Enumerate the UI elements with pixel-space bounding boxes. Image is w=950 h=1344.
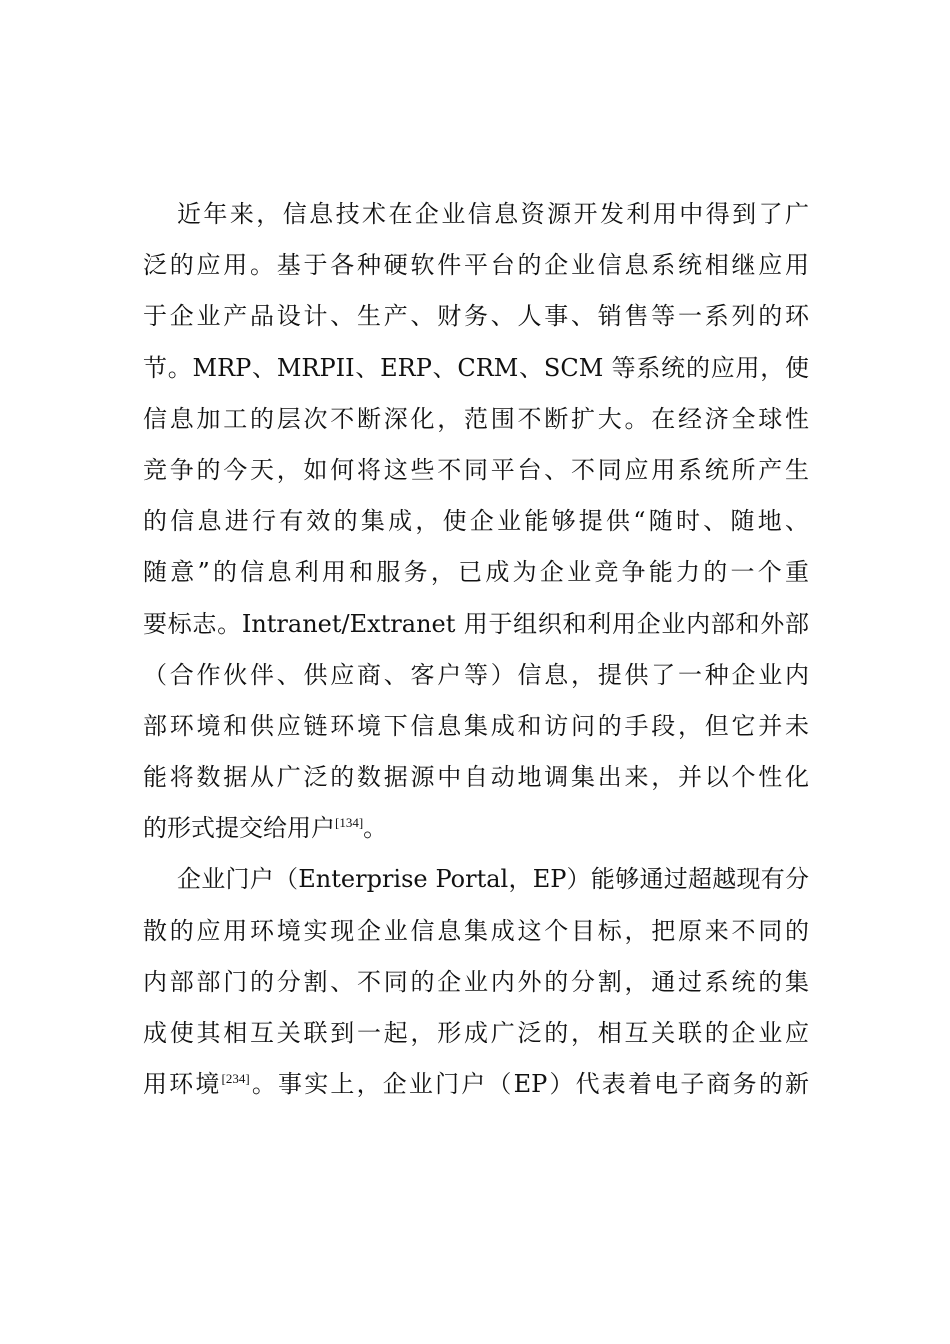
paragraph-1-line-6: 竞争的今天，如何将这些不同平台、不同应用系统所产生: [143, 455, 809, 484]
paragraph-1-last-end: 。: [363, 814, 388, 843]
paragraph-1-line-11: 部环境和供应链环境下信息集成和访问的手段，但它并未: [143, 711, 809, 740]
body-text: [143, 195, 809, 1116]
paragraph-1-line-2: 泛的应用。基于各种硬软件平台的企业信息系统相继应用: [143, 251, 809, 280]
paragraph-1-line-12: 能将数据从广泛的数据源中自动地调集出来，并以个性化: [143, 763, 809, 792]
paragraph-1-line-9: 要标志。Intranet/Extranet 用于组织和利用企业内部和外部: [143, 609, 809, 638]
paragraph-2-line-2: 散的应用环境实现企业信息集成这个目标，把原来不同的: [143, 916, 809, 945]
citation-134: [134]: [335, 815, 364, 831]
paragraph-1-line-7: 的信息进行有效的集成，使企业能够提供“随时、随地、: [143, 507, 809, 536]
paragraph-1-line-13: [143, 809, 809, 860]
paragraph-1-line-8: 随意”的信息利用和服务，已成为企业竞争能力的一个重: [143, 558, 809, 587]
paragraph-2-line-1: 企业门户（Enterprise Portal，EP）能够通过超越现有分: [177, 865, 809, 894]
citation-234: [234]: [221, 1071, 250, 1087]
paragraph-1-line-10: （合作伙伴、供应商、客户等）信息，提供了一种企业内: [143, 660, 809, 689]
paragraph-2-line-3: 内部部门的分割、不同的企业内外的分割，通过系统的集: [143, 967, 809, 996]
paragraph-1-line-4: 节。MRP、MRPII、ERP、CRM、SCM 等系统的应用，使: [143, 353, 809, 382]
paragraph-1-line-3: 于企业产品设计、生产、财务、人事、销售等一系列的环: [143, 302, 809, 331]
paragraph-2-last-end: 。事实上，企业门户（EP）代表着电子商务的新: [249, 1070, 809, 1099]
paragraph-2-last-text: 用环境: [143, 1070, 222, 1099]
paragraph-1-last-text: 的形式提交给用户: [143, 814, 335, 843]
paragraph-2-line-5: [143, 1065, 809, 1116]
paragraph-2-line-4: 成使其相互关联到一起，形成广泛的，相互关联的企业应: [143, 1019, 809, 1047]
paragraph-1-line-5: 信息加工的层次不断深化，范围不断扩大。在经济全球性: [143, 404, 809, 433]
paragraph-1-line-1: 近年来，信息技术在企业信息资源开发利用中得到了广: [177, 200, 809, 228]
